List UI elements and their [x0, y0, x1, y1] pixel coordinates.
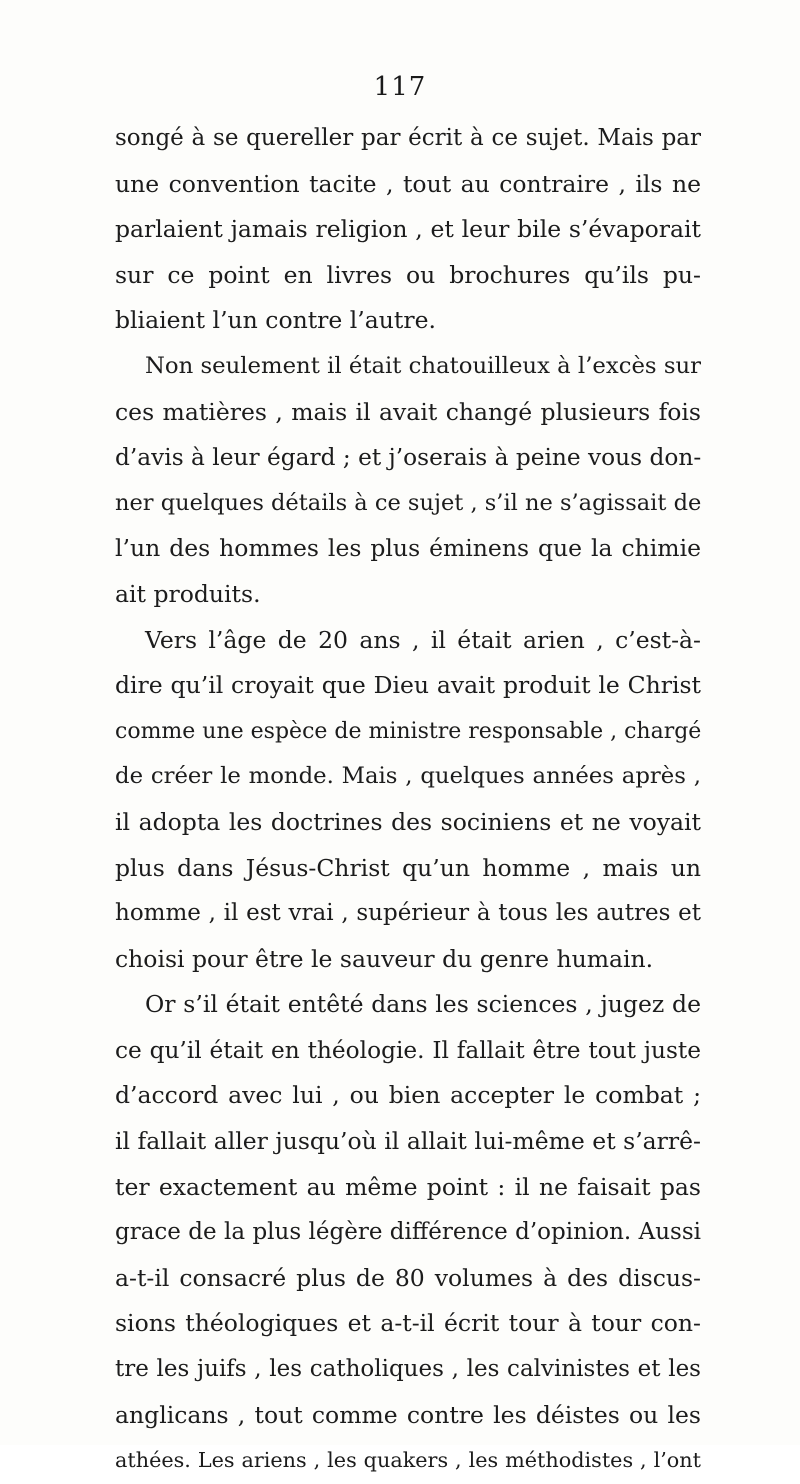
text-line: plus dans Jésus-Christ qu’un homme , mais un	[115, 853, 701, 882]
text-line: Or s’il était entêté dans les sciences , jugez de	[145, 990, 701, 1019]
text-line: homme , il est vrai , supérieur à tous les autres et	[115, 900, 701, 927]
text-line: parlaient jamais religion , et leur bile s’évaporait	[115, 215, 701, 244]
text-line: tre les juifs , les catholiques , les calvinistes et les	[115, 1356, 701, 1383]
text-line: d’avis à leur égard ; et j’oserais à peine vous don-	[115, 444, 702, 472]
text-line: il fallait aller jusqu’où il allait lui-même et s’arrê-	[115, 1127, 701, 1156]
text-line: dire qu’il croyait que Dieu avait produit le Christ	[115, 671, 701, 700]
text-line: a-t-il consacré plus de 80 volumes à des discus-	[115, 1263, 701, 1292]
text-line: ait produits.	[115, 579, 261, 608]
text-line: Non seulement il était chatouilleux à l’excès sur	[145, 352, 702, 379]
text-line: choisi pour être le sauveur du genre humain.	[115, 944, 654, 973]
text-line: songé à se quereller par écrit à ce sujet. Mais par	[115, 125, 701, 151]
text-line: sur ce point en livres ou brochures qu’ils pu-	[115, 260, 701, 289]
text-line: sions théologiques et a-t-il écrit tour à tour con-	[115, 1309, 701, 1338]
text-line: anglicans , tout comme contre les déistes ou les	[115, 1400, 701, 1429]
text-line: une convention tacite , tout au contraire , ils ne	[115, 169, 701, 198]
text-line: ce qu’il était en théologie. Il fallait être tout juste	[115, 1036, 701, 1064]
text-line: bliaient l’un contre l’autre.	[115, 306, 436, 335]
text-line: grace de la plus légère différence d’opinion. Aussi	[115, 1219, 701, 1246]
text-line: athées. Les ariens , les quakers , les méthodistes , l’ont	[115, 1448, 701, 1473]
text-line: ter exactement au même point : il ne faisait pas	[115, 1172, 701, 1201]
text-line: ces matières , mais il avait changé plusieurs fois	[115, 397, 701, 426]
page-number: 117	[373, 72, 427, 102]
text-line: l’un des hommes les plus éminens que la chimie	[115, 534, 701, 563]
text-line: il adopta les doctrines des sociniens et ne voyait	[115, 807, 701, 836]
text-line: d’accord avec lui , ou bien accepter le combat ;	[115, 1081, 701, 1110]
text-line: de créer le monde. Mais , quelques années après ,	[115, 763, 701, 790]
body-text	[115, 116, 701, 1484]
text-line: comme une espèce de ministre responsable , chargé	[115, 718, 702, 744]
text-line: Vers l’âge de 20 ans , il était arien , c’est-à-	[145, 625, 701, 654]
text-line: ner quelques détails à ce sujet , s’il ne s’agissait de	[115, 489, 702, 516]
